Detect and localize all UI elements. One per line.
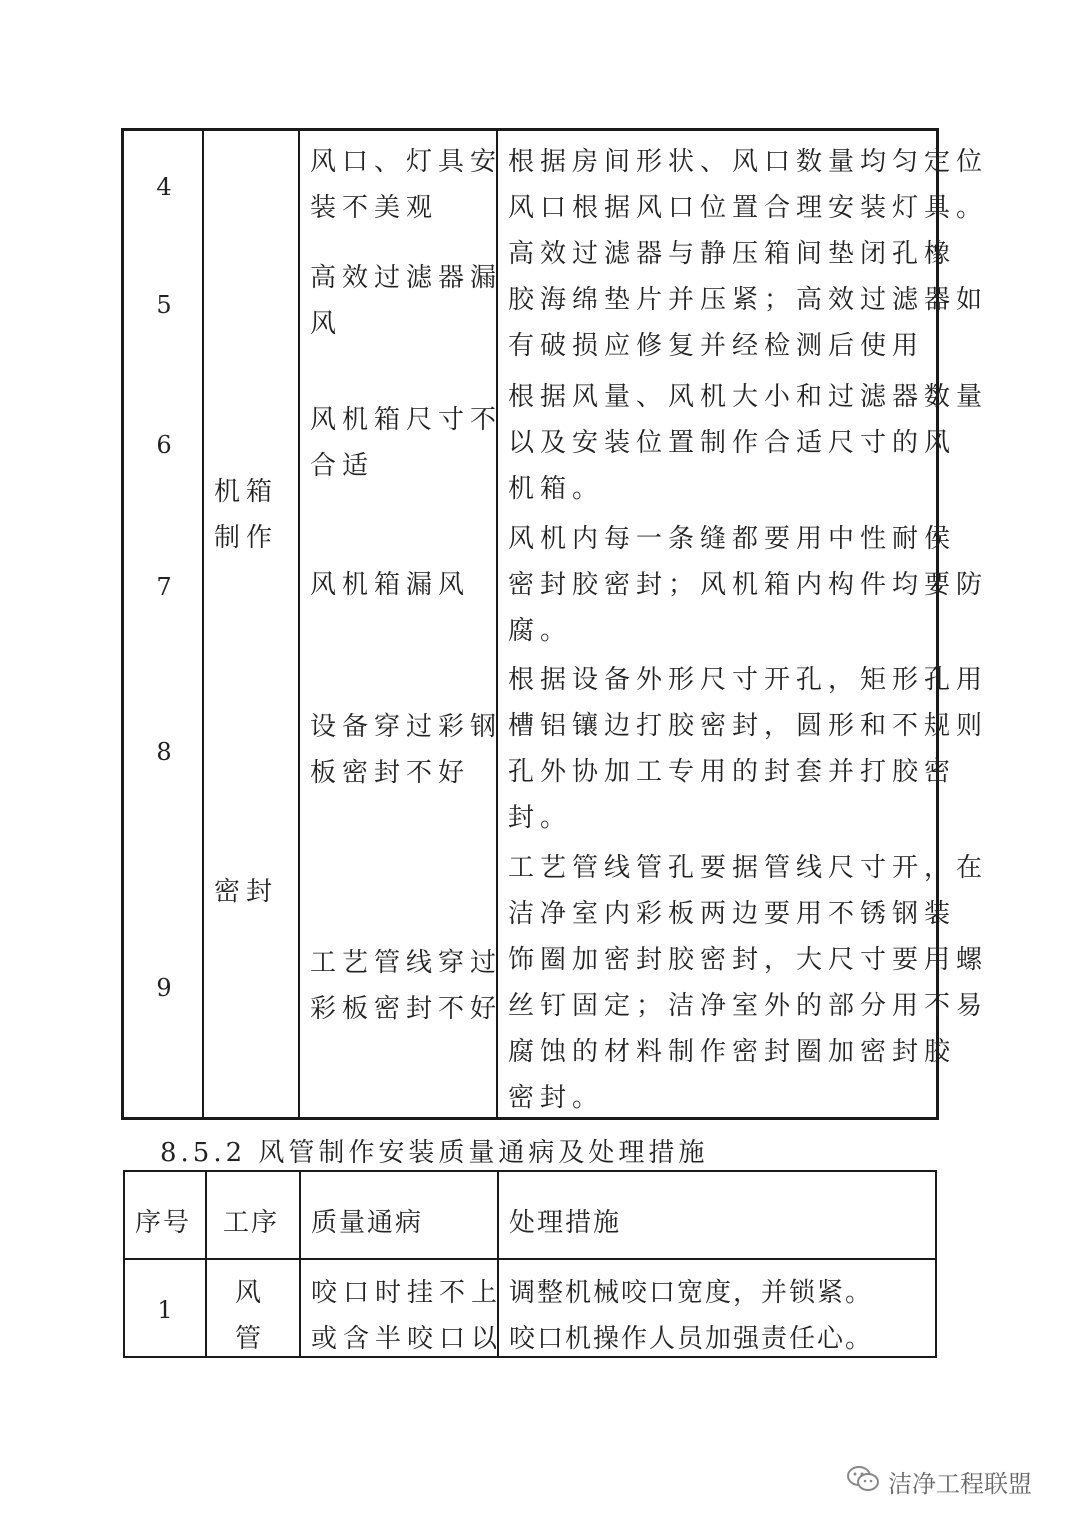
process-cell: 机箱 制作	[214, 477, 279, 553]
row-number: 8	[156, 738, 172, 766]
row-number: 6	[156, 431, 172, 459]
measure-cell: 调整机械咬口宽度，并锁紧。 咬口机操作人员加强责任心。	[509, 1278, 874, 1354]
measures-table-continued	[121, 128, 989, 1120]
issue-cell: 高效过滤器漏 风	[310, 263, 503, 339]
column-divider	[202, 131, 204, 1117]
measure-cell: 根据设备外形尺寸开孔，矩形孔用 槽铝镶边打胶密封，圆形和不规则 孔外协加工专用的封套并打胶密 封。	[508, 665, 989, 833]
process-cell: 风 管	[235, 1278, 268, 1354]
column-divider	[205, 1172, 207, 1356]
section-caption: 8.5.2 风管制作安装质量通病及处理措施	[160, 1138, 709, 1168]
duct-quality-table	[123, 1170, 937, 1358]
measure-cell: 风机内每一条缝都要用中性耐侯 密封胶密封；风机箱内构件均要防 腐。	[508, 524, 989, 646]
issue-cell: 咬口时挂不上 或含半咬口以	[311, 1278, 504, 1354]
header-measure: 处理措施	[509, 1208, 622, 1238]
watermark	[846, 1464, 1032, 1499]
column-divider	[299, 1172, 301, 1356]
measure-cell: 根据房间形状、风口数量均匀定位 风口根据风口位置合理安装灯具。	[508, 147, 989, 223]
process-cell: 密封	[214, 877, 279, 907]
wechat-icon	[846, 1465, 880, 1499]
measure-cell: 工艺管线管孔要据管线尺寸开，在 洁净室内彩板两边要用不锈钢装 饰圈加密封胶密封，大尺寸要用螺 丝钉固定；洁净室外的部分用不易 腐蚀的材料制作密封圈加密封胶 密封。	[508, 853, 989, 1113]
issue-cell: 风机箱漏风	[310, 570, 471, 600]
issue-cell: 工艺管线穿过 彩板密封不好	[310, 948, 503, 1024]
header-issue: 质量通病	[311, 1208, 424, 1238]
row-number: 7	[156, 573, 172, 601]
issue-cell: 风机箱尺寸不 合适	[310, 405, 503, 481]
measure-cell: 高效过滤器与静压箱间垫闭孔橡 胶海绵垫片并压紧；高效过滤器如 有破损应修复并经检测后使用	[508, 239, 989, 361]
row-number: 9	[156, 974, 172, 1002]
issue-cell: 设备穿过彩钢 板密封不好	[310, 712, 503, 788]
watermark-text: 洁净工程联盟	[888, 1470, 1032, 1498]
row-number: 5	[156, 291, 172, 319]
issue-cell: 风口、灯具安 装不美观	[310, 147, 503, 223]
header-number: 序号	[135, 1208, 192, 1238]
header-process: 工序	[223, 1208, 280, 1238]
column-divider	[298, 131, 300, 1117]
row-number: 4	[156, 173, 172, 201]
row-number: 1	[157, 1296, 173, 1324]
measure-cell: 根据风量、风机大小和过滤器数量 以及安装位置制作合适尺寸的风 机箱。	[508, 382, 989, 504]
header-divider	[125, 1258, 935, 1260]
